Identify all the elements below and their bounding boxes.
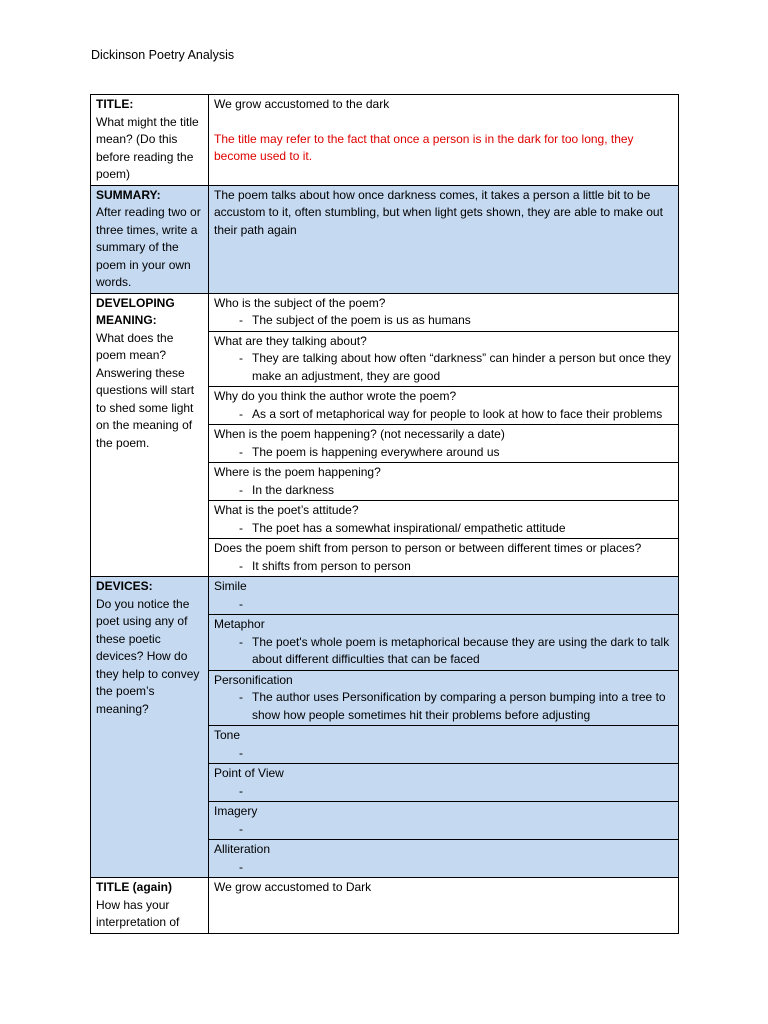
bullet-dash: - xyxy=(239,783,243,798)
title-interpretation: The title may refer to the fact that once a person is in the dark for too long, they become used to it. xyxy=(214,131,634,163)
answer: As a sort of metaphorical way for people to look at how to face their problems xyxy=(252,406,663,421)
question: Why do you think the author wrote the poem? xyxy=(214,389,457,403)
question: Who is the subject of the poem? xyxy=(214,295,386,310)
device-cell xyxy=(209,577,679,615)
summary-text: The poem talks about how once darkness comes, it takes a person a little bit to be accustom to it, often stumbling, but when light gets shown, they are able to make out their path again xyxy=(214,187,663,237)
bullet-dash: - xyxy=(239,745,243,760)
title-label-head: TITLE: xyxy=(96,97,134,111)
question-cell xyxy=(209,463,679,501)
title-again-text: We grow accustomed to Dark xyxy=(214,880,372,894)
analysis-table xyxy=(90,94,679,934)
device-name: Imagery xyxy=(214,804,258,818)
device-name: Metaphor xyxy=(214,617,265,631)
title-again-row xyxy=(91,878,679,934)
devices-label-body: Do you notice the poet using any of these poetic devices? How do they help to convey the poem’s meaning? xyxy=(96,596,200,716)
title-again-label-head: TITLE (again) xyxy=(96,880,172,894)
device-name: Point of View xyxy=(214,766,284,780)
summary-label-head: SUMMARY: xyxy=(96,187,161,202)
title-answer-cell xyxy=(209,95,679,186)
developing-label-head: DEVELOPING MEANING: xyxy=(96,295,175,327)
developing-label-cell xyxy=(91,293,209,577)
device-answer: The author uses Personification by comparing a person bumping into a tree to show how people sometimes hit their problems before adjusting xyxy=(252,690,666,722)
question: What is the poet’s attitude? xyxy=(214,503,359,517)
title-row xyxy=(91,95,679,186)
bullet-dash: - xyxy=(239,558,243,573)
question: When is the poem happening? (not necessarily a date) xyxy=(214,427,505,441)
summary-answer-cell xyxy=(209,185,679,293)
bullet-dash: - xyxy=(239,313,243,327)
device-answer: The poet's whole poem is metaphorical because they are using the dark to talk about different difficulties that can be faced xyxy=(252,634,670,666)
question-cell xyxy=(209,331,679,387)
device-answer xyxy=(252,783,673,801)
answer: They are talking about how often “darkness” can hinder a person but once they make an adjustment, they are good xyxy=(252,351,671,383)
bullet-dash: - xyxy=(239,520,243,535)
bullet-dash: - xyxy=(239,482,243,497)
device-name: Tone xyxy=(214,728,241,742)
title-again-label-body: How has your interpretation of xyxy=(96,897,180,929)
title-again-label-cell xyxy=(91,878,209,934)
answer: The subject of the poem is us as humans xyxy=(252,313,471,327)
answer: It shifts from person to person xyxy=(252,558,411,573)
device-answer xyxy=(252,821,673,839)
device-name: Personification xyxy=(214,672,293,687)
title-again-answer-cell xyxy=(209,878,679,934)
title-label-body: What might the title mean? (Do this before reading the poem) xyxy=(96,114,199,181)
answer: In the darkness xyxy=(252,482,335,497)
question-cell xyxy=(209,501,679,539)
answer: The poem is happening everywhere around us xyxy=(252,444,500,459)
device-cell xyxy=(209,764,679,802)
device-answer xyxy=(252,745,673,763)
device-name: Alliteration xyxy=(214,842,271,856)
device-cell xyxy=(209,670,679,726)
developing-row xyxy=(91,293,679,331)
summary-row xyxy=(91,185,679,293)
summary-label-cell xyxy=(91,185,209,293)
bullet-dash: - xyxy=(239,690,243,704)
device-row xyxy=(91,577,679,615)
question-cell xyxy=(209,539,679,577)
device-cell xyxy=(209,840,679,878)
answer: The poet has a somewhat inspirational/ empathetic attitude xyxy=(252,520,566,535)
device-cell xyxy=(209,615,679,671)
developing-label-body: What does the poem mean? Answering these questions will start to shed some light on the meaning of the poem. xyxy=(96,330,195,450)
question-cell xyxy=(209,387,679,425)
title-label-cell xyxy=(91,95,209,186)
device-name: Simile xyxy=(214,579,247,593)
question-cell xyxy=(209,293,679,331)
device-cell xyxy=(209,802,679,840)
device-answer xyxy=(252,596,673,614)
bullet-dash: - xyxy=(239,821,243,836)
summary-label-body: After reading two or three times, write a summary of the poem in your own words. xyxy=(96,205,201,289)
bullet-dash: - xyxy=(239,634,243,649)
bullet-dash: - xyxy=(239,351,243,365)
bullet-dash: - xyxy=(239,596,243,611)
poem-title: We grow accustomed to the dark xyxy=(214,97,390,111)
device-cell xyxy=(209,726,679,764)
bullet-dash: - xyxy=(239,859,243,874)
bullet-dash: - xyxy=(239,406,243,421)
question-cell xyxy=(209,425,679,463)
document-title: Dickinson Poetry Analysis xyxy=(91,48,235,62)
bullet-dash: - xyxy=(239,444,243,459)
question: What are they talking about? xyxy=(214,333,367,348)
devices-label-head: DEVICES: xyxy=(96,579,153,593)
question: Where is the poem happening? xyxy=(214,465,381,479)
devices-label-cell xyxy=(91,577,209,878)
question: Does the poem shift from person to person or between different times or places? xyxy=(214,541,642,555)
device-answer xyxy=(252,859,673,877)
